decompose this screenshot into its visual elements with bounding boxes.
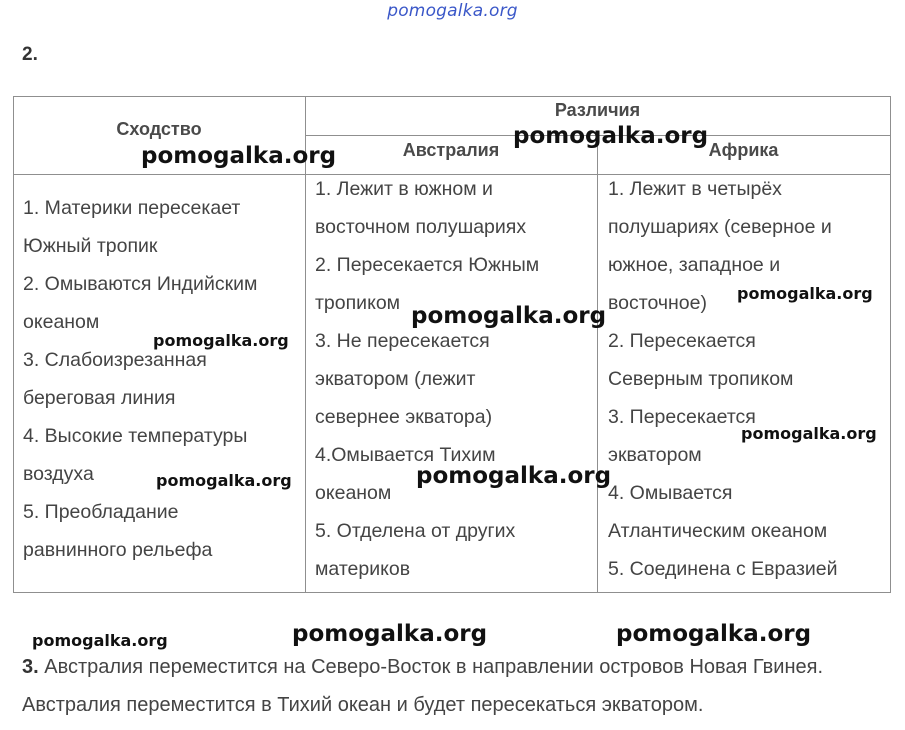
- similarity-line: береговая линия: [23, 387, 176, 409]
- similarity-line: 2. Омываются Индийским: [23, 273, 258, 295]
- task-3-paragraph: [22, 648, 892, 724]
- site-link[interactable]: pomogalka.org: [387, 1, 518, 21]
- similarity-line: 5. Преобладание: [23, 501, 179, 523]
- australia-line: 5. Отделена от других: [315, 520, 516, 542]
- similarity-cell: [23, 189, 257, 569]
- watermark: pomogalka.org: [153, 331, 289, 350]
- australia-line: 4.Омывается Тихим: [315, 444, 496, 466]
- header-similarity: Сходство: [116, 119, 202, 139]
- australia-line: севернее экватора): [315, 406, 493, 428]
- watermark: pomogalka.org: [141, 143, 337, 169]
- africa-line: экватором: [608, 444, 702, 466]
- africa-line: Атлантическим океаном: [608, 520, 828, 542]
- australia-line: экватором (лежит: [315, 368, 476, 390]
- africa-line: восточное): [608, 292, 707, 314]
- australia-line: 2. Пересекается Южным: [315, 254, 540, 276]
- header-africa: Африка: [708, 140, 779, 160]
- australia-line: 1. Лежит в южном и: [315, 178, 493, 200]
- australia-cell: [315, 170, 539, 588]
- task-3-text: Австралия переместится на Северо-Восток в направлении островов Новая Гвинея. Австралия переместится в Тихий океан и будет пересекаться экватором.: [22, 656, 823, 716]
- africa-line: полушариях (северное и: [608, 216, 832, 238]
- africa-line: 1. Лежит в четырёх: [608, 178, 782, 200]
- watermark: pomogalka.org: [741, 424, 877, 443]
- similarity-line: 1. Материки пересекает: [23, 197, 241, 219]
- similarity-line: 3. Слабоизрезанная: [23, 349, 207, 371]
- task-3-number: 3.: [22, 656, 39, 678]
- similarity-line: 4. Высокие температуры: [23, 425, 248, 447]
- similarity-line: равнинного рельефа: [23, 539, 213, 561]
- header-australia: Австралия: [402, 140, 500, 160]
- similarity-line: океаном: [23, 311, 100, 333]
- watermark: pomogalka.org: [513, 123, 709, 149]
- watermark: pomogalka.org: [156, 471, 292, 490]
- africa-cell: [608, 170, 838, 588]
- africa-line: южное, западное и: [608, 254, 781, 276]
- watermark: pomogalka.org: [32, 631, 168, 650]
- watermark: pomogalka.org: [411, 303, 607, 329]
- africa-line: 4. Омывается: [608, 482, 733, 504]
- header-differences: Различия: [554, 100, 641, 120]
- africa-line: 5. Соединена с Евразией: [608, 558, 838, 580]
- australia-line: 3. Не пересекается: [315, 330, 490, 352]
- africa-line: 3. Пересекается: [608, 406, 756, 428]
- similarity-line: Южный тропик: [23, 235, 158, 257]
- australia-line: материков: [315, 558, 411, 580]
- australia-line: восточном полушариях: [315, 216, 527, 238]
- watermark: pomogalka.org: [737, 284, 873, 303]
- watermark: pomogalka.org: [292, 621, 488, 647]
- watermark: pomogalka.org: [616, 621, 812, 647]
- australia-line: тропиком: [315, 292, 401, 314]
- task-2-number: 2.: [22, 44, 38, 65]
- africa-line: 2. Пересекается: [608, 330, 756, 352]
- australia-line: океаном: [315, 482, 392, 504]
- watermark: pomogalka.org: [416, 463, 612, 489]
- africa-line: Северным тропиком: [608, 368, 794, 390]
- similarity-line: воздуха: [23, 463, 94, 485]
